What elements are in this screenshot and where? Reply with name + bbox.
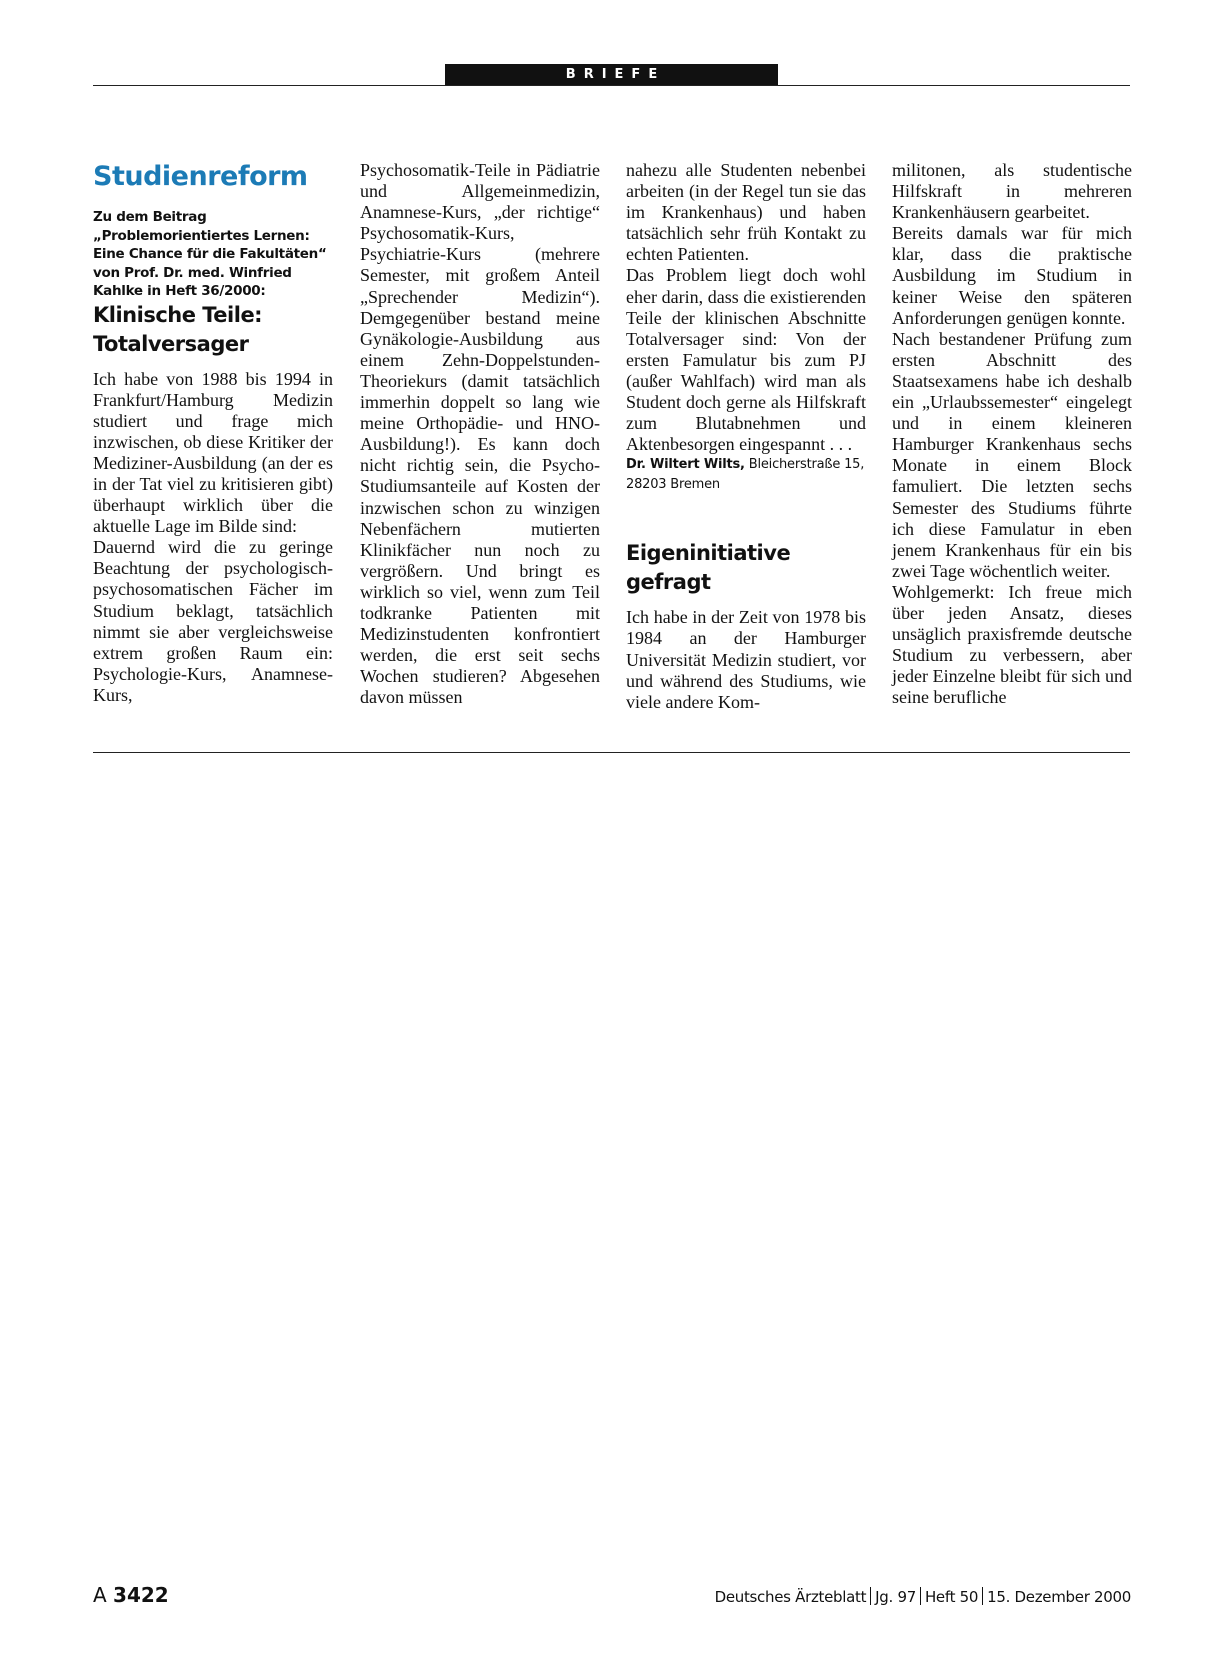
letter1-paragraph: Psychosomatik-Teile in Pädiatrie und Allgemeinmedizin, Anamnese-Kurs, „der richtige“ Psychosomatik-Kurs, Psychiatrie-Kurs (mehrere Semester, mit großem Anteil „Sprechender Medizin“). Demgegenüber bestand meine Gynäkologie-Ausbildung aus einem Zehn-Doppelstunden-Theoriekurs (damit tatsächlich immerhin doppelt so lang wie meine Orthopädie- und HNO-Ausbildung!). Es kann doch nicht richtig sein, die Psycho-Studiumsanteile auf Kosten der inzwischen schon zu winzigen Nebenfächern mutierten Klinikfächer nun noch zu vergrößern. Und bringt es wirklich so viel, wenn zum Teil todkranke Patienten mit Medizinstudenten konfrontiert werden, die erst seit sechs Wochen studieren? Abgesehen davon müssen [360,160,600,708]
footer-separator [870,1587,871,1605]
column-3 [626,160,866,713]
letter2-heading: Eigeninitiative gefragt [626,541,791,595]
bottom-rule [93,752,1130,753]
column-4 [892,160,1132,708]
letter2-paragraph: Bereits damals war für mich klar, dass die praktische Ausbildung im Studium in keiner Weise den späteren Anforderungen genügen konnte. [892,223,1132,328]
article-intro: Zu dem Beitrag „Problemorientiertes Lernen: Eine Chance für die Fakultäten“ von Prof. Dr. med. Winfried Kahlke in Heft 36/2000: [93,209,327,299]
column-1 [93,160,333,706]
letter2-paragraph: Ich habe in der Zeit von 1978 bis 1984 an der Hamburger Universität Medizin studiert, vor und während des Studiums, wie viele andere Kom- [626,607,866,712]
page-number-value: 3422 [113,1583,169,1607]
journal-issue: Heft 50 [924,1588,979,1606]
page-number [93,1583,169,1607]
journal-name: Deutsches Ärzteblatt [714,1588,867,1606]
footer-separator [920,1587,921,1605]
letter2-paragraph: Wohlgemerkt: Ich freue mich über jeden Ansatz, dieses unsäglich praxisfremde deutsche Studium zu verbessern, aber jeder Einzelne bleibt für sich und seine berufliche [892,581,1132,708]
letter1-signature [626,455,866,495]
letter1-paragraph: Das Problem liegt doch wohl eher darin, dass die existierenden Teile der klinischen Abschnitte Totalversager sind: Von der ersten Famulatur bis zum PJ (außer Wahlfach) wird man als Student doch gerne als Hilfskraft zum Blutabnehmen und Aktenbesorgen eingespannt . . . [626,265,866,455]
section-label: BRIEFE [445,64,778,85]
page-prefix: A [93,1583,107,1607]
letter1-author: Dr. Wiltert Wilts, [626,457,745,473]
letter2-paragraph: Nach bestandener Prüfung zum ersten Abschnitt des Staatsexamens habe ich deshalb ein „Urlaubssemester“ eingelegt und in einem kleineren Hamburger Krankenhaus sechs Monate in einem Block famuliert. Die letzten sechs Semester des Studiums führte ich diese Famulatur in eben jenem Krankenhaus für ein bis zwei Tage wöchentlich weiter. [892,328,1132,581]
footer-separator [982,1587,983,1605]
journal-volume: Jg. 97 [875,1588,916,1606]
journal-info [715,1587,1131,1606]
letter1-heading: Klinische Teile: Totalversager [93,302,263,356]
top-rule [93,85,1130,86]
column-2 [360,160,600,708]
letter1-paragraph: Dauernd wird die zu geringe Beachtung der psychologisch-psychosomatischen Fächer im Studium beklagt, tatsächlich nimmt sie aber vergleichsweise extrem großen Raum ein: Psychologie-Kurs, Anamnese-Kurs, [93,537,333,705]
letter1-paragraph: nahezu alle Studenten nebenbei arbeiten (in der Regel tun sie das im Krankenhaus) und haben tatsächlich sehr früh Kontakt zu echten Patienten. [626,160,866,265]
letter2-paragraph: militonen, als studentische Hilfskraft in mehreren Krankenhäusern gearbeitet. [892,160,1132,223]
letter1-address: Bleicherstraße 15, 28203 Bremen [626,457,865,493]
article-title: Studienreform [93,161,308,192]
journal-date: 15. Dezember 2000 [987,1588,1131,1606]
letter1-paragraph: Ich habe von 1988 bis 1994 in Frankfurt/Hamburg Medizin studiert und frage mich inzwischen, ob diese Kritiker der Mediziner-Ausbildung (an der es in der Tat viel zu kritisieren gibt) überhaupt wirklich über die aktuelle Lage im Bilde sind: [93,368,333,537]
